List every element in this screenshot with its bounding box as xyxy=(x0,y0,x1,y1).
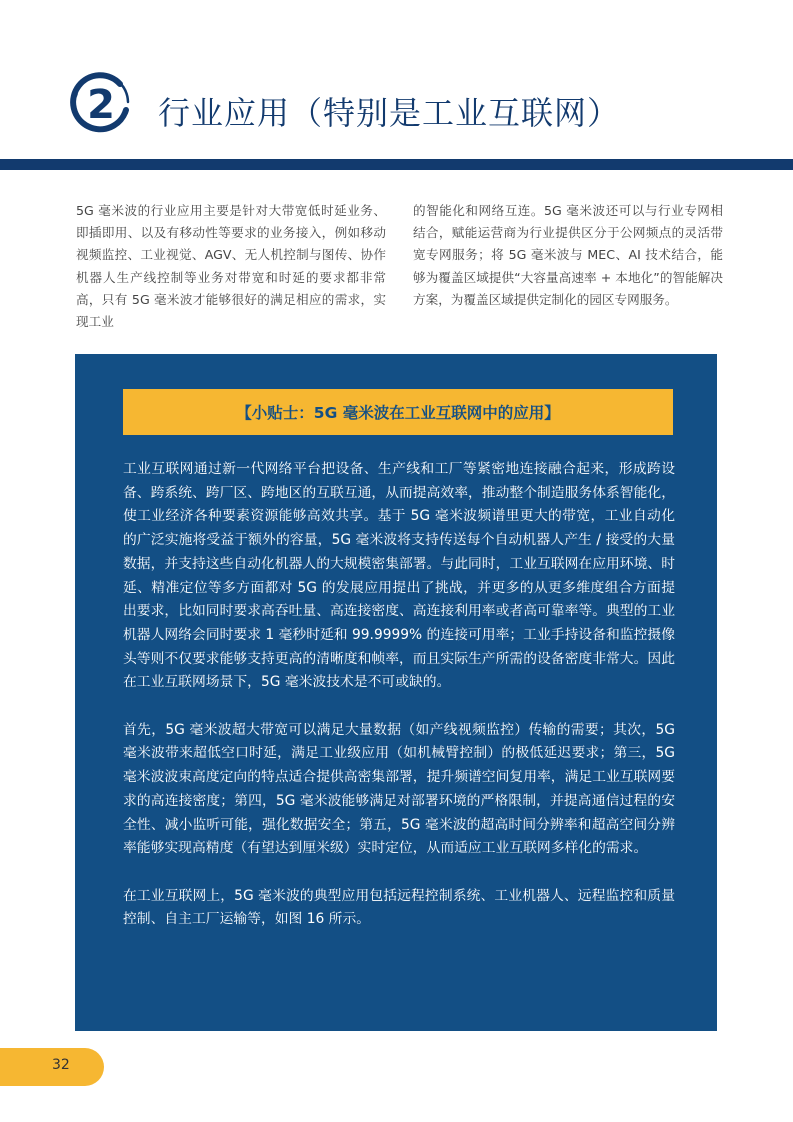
tip-title: 【小贴士：5G 毫米波在工业互联网中的应用】 xyxy=(123,389,673,435)
tip-paragraph: 工业互联网通过新一代网络平台把设备、生产线和工厂等紧密地连接融合起来，形成跨设备、跨系统、跨厂区、跨地区的互联互通，从而提高效率，推动整个制造服务体系智能化，使工业经济各种要素资源能够高效共享。基于 5G 毫米波频谱里更大的带宽，工业自动化的广泛实施将受益于额外的容量，5G 毫米波将支持传送每个自动机器人产生 / 接受的大量数据，并支持这些自动化机器人的大规模密集部署。与此同时，工业互联网在应用环境、时延、精准定位等多方面都对 5G 的发展应用提出了挑战，并更多的从更多维度组合方面提出要求，比如同时要求高吞吐量、高连接密度、高连接利用率或者高可靠率等。典型的工业机器人网络会同时要求 1 毫秒时延和 99.9999% 的连接可用率；工业手持设备和监控摄像头等则不仅要求能够支持更高的清晰度和帧率，而且实际生产所需的设备密度非常大。因此在工业互联网场景下，5G 毫米波技术是不可或缺的。 xyxy=(123,461,675,691)
intro-column-left: 5G 毫米波的行业应用主要是针对大带宽低时延业务、即插即用、以及有移动性等要求的业务接入，例如移动视频监控、工业视觉、AGV、无人机控制与图传、协作机器人生产线控制等业务对带宽和时延的要求都非常高，只有 5G 毫米波才能够很好的满足相应的需求，实现工业 xyxy=(76,203,386,330)
page-number: 32 xyxy=(52,1057,70,1073)
intro-column-right: 的智能化和网络互连。5G 毫米波还可以与行业专网相结合，赋能运营商为行业提供区分于公网频点的灵活带宽专网服务；将 5G 毫米波与 MEC、AI 技术结合，能够为覆盖区域提供“大容量高速率 + 本地化”的智能解决方案，为覆盖区域提供定制化的园区专网服务。 xyxy=(413,203,723,307)
tip-paragraph: 在工业互联网上，5G 毫米波的典型应用包括远程控制系统、工业机器人、远程监控和质量控制、自主工厂运输等，如图 16 所示。 xyxy=(123,887,675,928)
chapter-number: 2 xyxy=(87,82,115,128)
chapter-title: 行业应用（特别是工业互联网） xyxy=(158,94,621,132)
title-divider xyxy=(0,159,793,170)
chapter-badge xyxy=(68,72,134,138)
tip-paragraph: 首先，5G 毫米波超大带宽可以满足大量数据（如产线视频监控）传输的需要；其次，5G 毫米波带来超低空口时延，满足工业级应用（如机械臂控制）的极低延迟要求；第三，5G 毫米波波束高度定向的特点适合提供高密集部署，提升频谱空间复用率，满足工业互联网要求的高连接密度；第四，5G 毫米波能够满足对部署环境的严格限制，并提高通信过程的安全性、减小监听可能，强化数据安全；第五，5G 毫米波的超高时间分辨率和超高空间分辨率能够实现高精度（有望达到厘米级）实时定位，从而适应工业互联网多样化的需求。 xyxy=(123,721,675,857)
tip-body xyxy=(123,458,675,956)
tip-box xyxy=(75,354,717,1031)
